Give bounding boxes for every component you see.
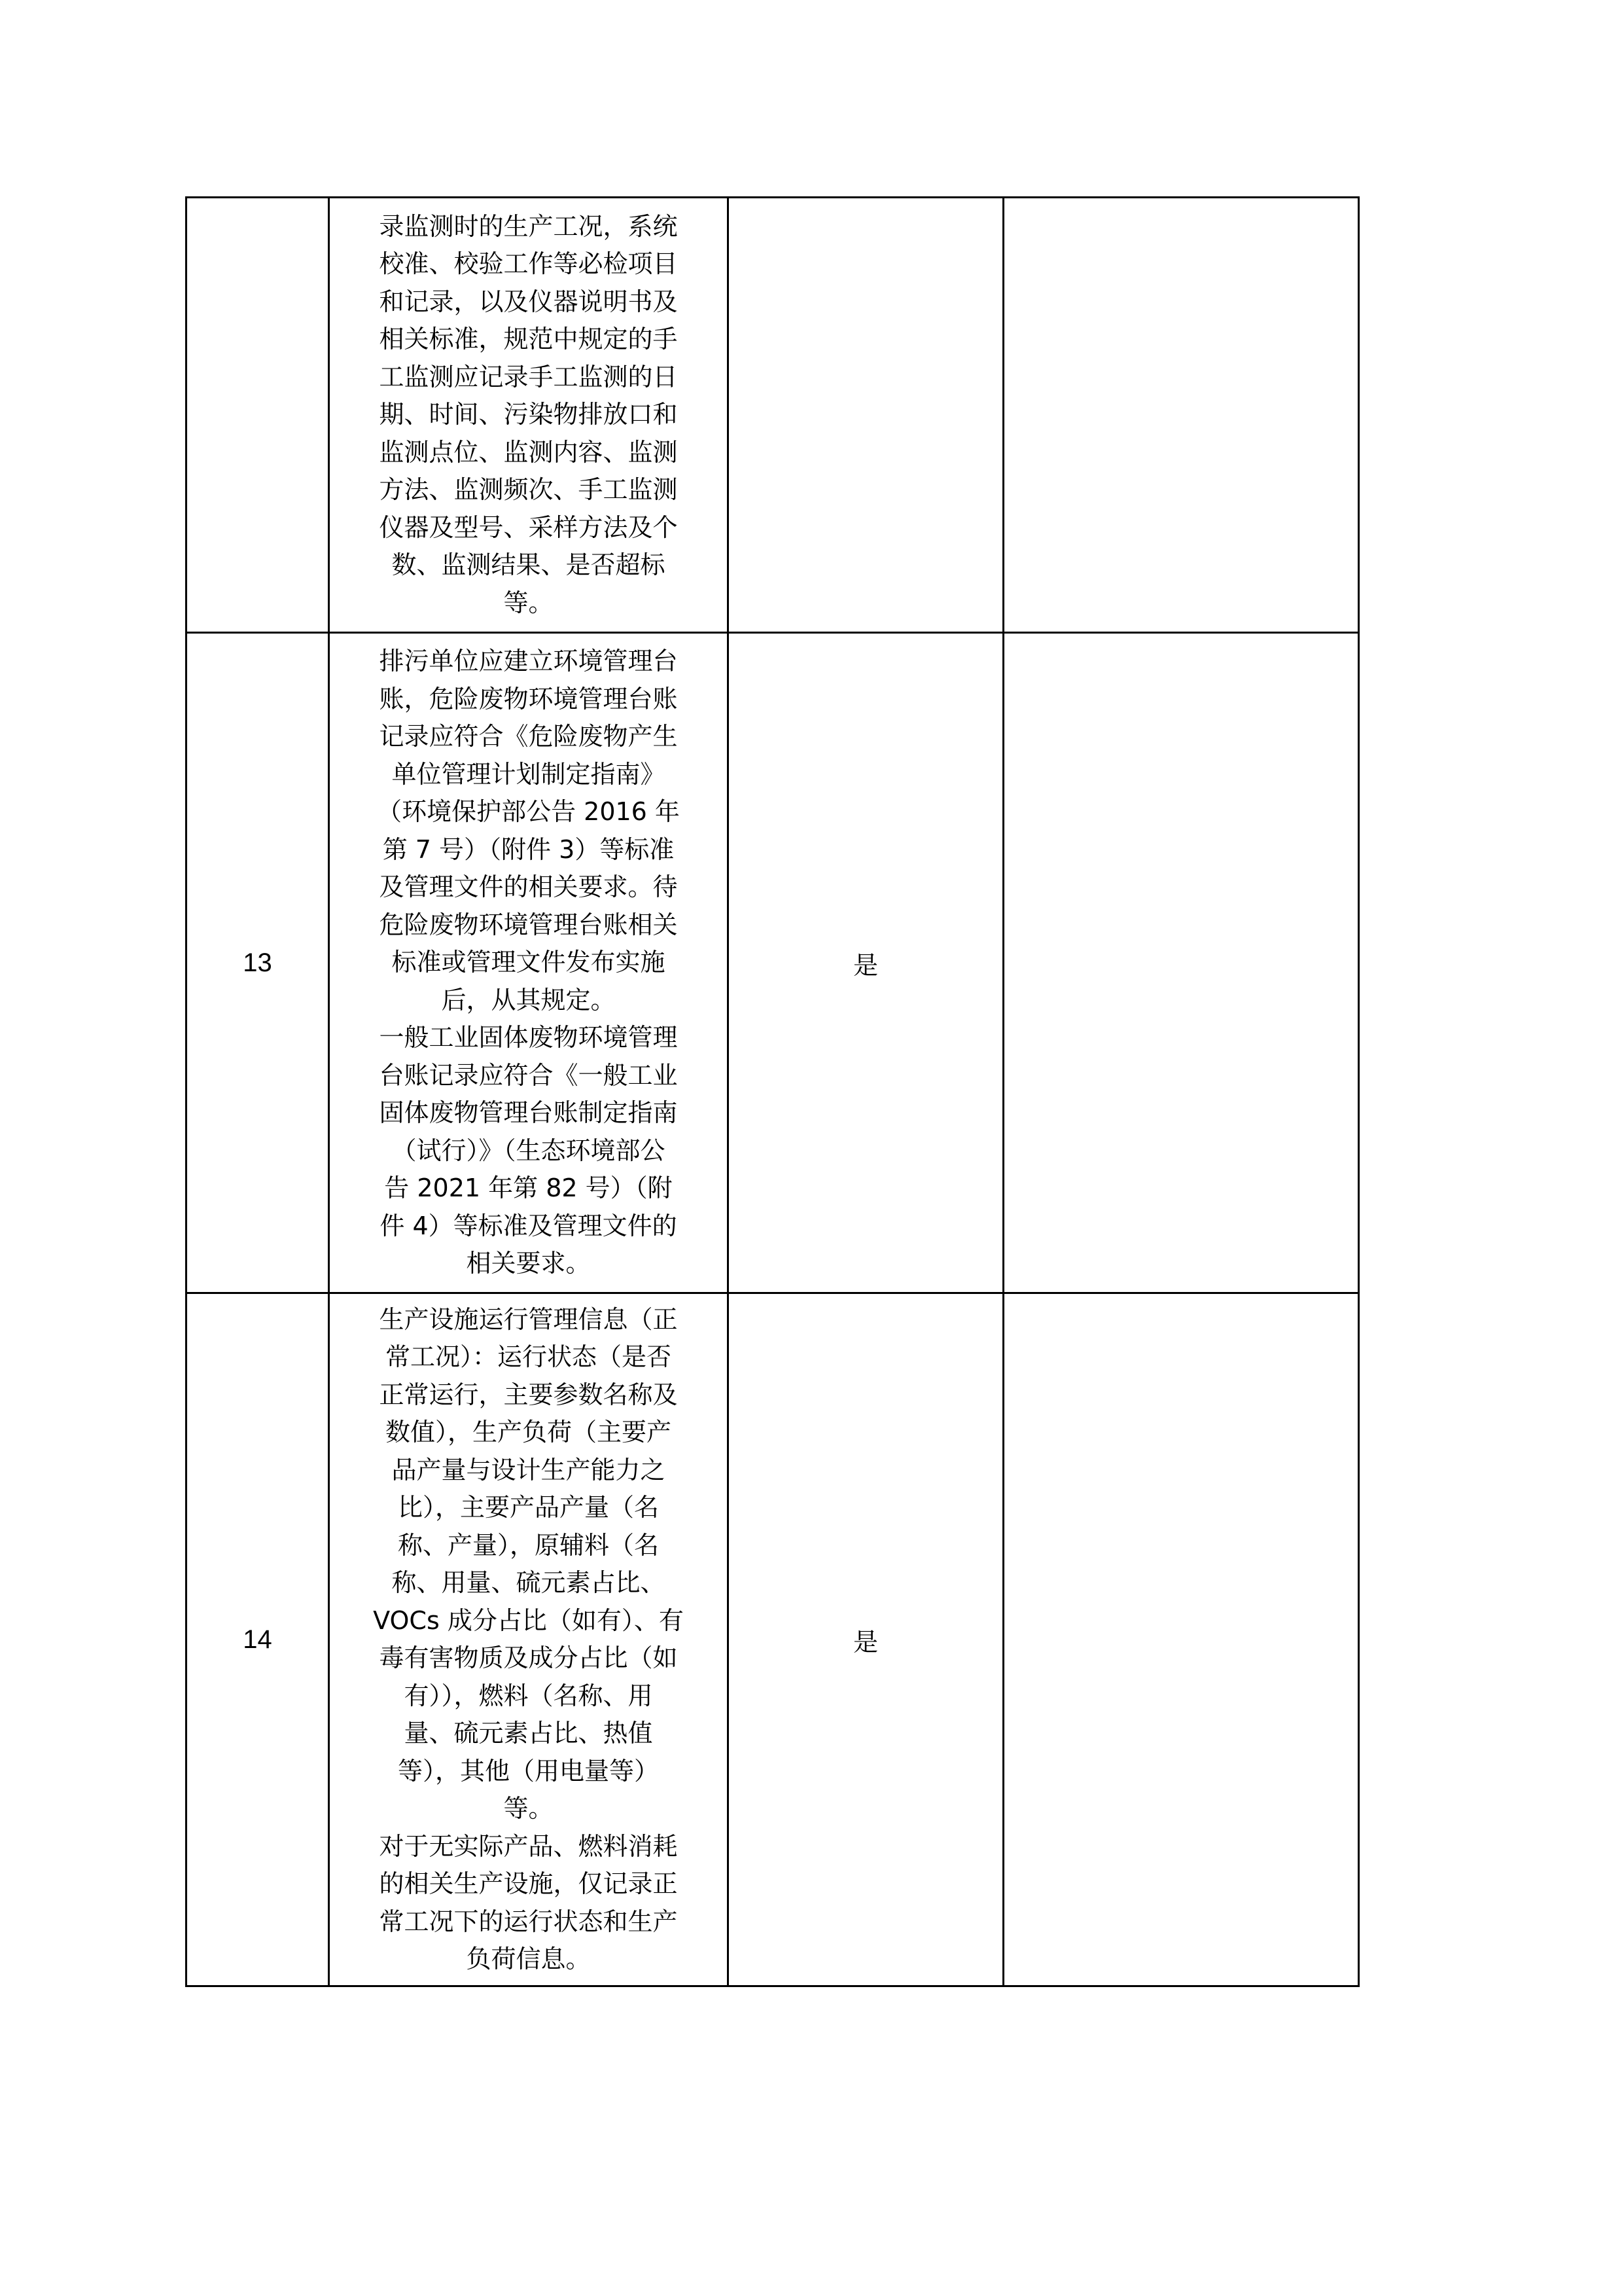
requirement-line: 毒有害物质及成分占比（如 xyxy=(379,1643,678,1672)
requirement-line: 数值），生产负荷（主要产 xyxy=(385,1418,671,1446)
compliance-status-cell xyxy=(728,198,1004,633)
row-number-cell: 14 xyxy=(186,1293,329,1986)
requirement-line: 期、时间、污染物排放口和 xyxy=(379,400,678,429)
requirement-line: 生产设施运行管理信息（正 xyxy=(379,1304,678,1334)
requirement-line: 比），主要产品产量（名 xyxy=(397,1493,659,1522)
requirement-line: 一般工业固体废物环境管理 xyxy=(379,1023,678,1052)
requirement-line: VOCs 成分占比（如有）、有 xyxy=(373,1605,684,1635)
requirement-cell xyxy=(329,198,728,633)
row-number-cell: 13 xyxy=(186,633,329,1293)
requirement-line: 量、硫元素占比、热值 xyxy=(404,1719,653,1748)
requirement-line: 相关标准，规范中规定的手 xyxy=(379,325,678,354)
requirement-line: 数、监测结果、是否超标 xyxy=(391,550,665,580)
compliance-status-cell: 是 xyxy=(728,633,1004,1293)
requirement-line: 工监测应记录手工监测的日 xyxy=(379,362,678,391)
requirement-line: 监测点位、监测内容、监测 xyxy=(379,437,678,467)
row-number-cell xyxy=(186,198,329,633)
requirement-cell xyxy=(329,633,728,1293)
requirement-cell xyxy=(329,1293,728,1986)
requirement-line: 负荷信息。 xyxy=(466,1945,591,1973)
requirement-line: 标准或管理文件发布实施 xyxy=(391,948,665,977)
requirement-line: （试行）》（生态环境部公 xyxy=(391,1136,665,1165)
requirement-line: 件 4）等标准及管理文件的 xyxy=(380,1211,677,1240)
requirement-line: 正常运行，主要参数名称及 xyxy=(379,1380,678,1409)
remark-cell xyxy=(1004,633,1359,1293)
requirement-line: 后，从其规定。 xyxy=(441,985,616,1014)
requirement-line: 校准、校验工作等必检项目 xyxy=(379,249,678,279)
requirement-line: 称、产量），原辅料（名 xyxy=(397,1530,659,1560)
requirement-line: 和记录，以及仪器说明书及 xyxy=(379,287,678,316)
requirement-line: 记录应符合《危险废物产生 xyxy=(379,722,678,751)
requirement-line: 告 2021 年第 82 号）（附 xyxy=(384,1174,673,1203)
requirement-line: 仪器及型号、采样方法及个 xyxy=(379,512,678,542)
table-body xyxy=(186,198,1359,1986)
requirement-line: 相关要求。 xyxy=(466,1249,591,1278)
requirement-line: 等），其他（用电量等） xyxy=(397,1756,659,1785)
requirement-line: 及管理文件的相关要求。待 xyxy=(379,872,678,902)
requirement-line: 固体废物管理台账制定指南 xyxy=(379,1098,678,1128)
requirement-line: 录监测时的生产工况，系统 xyxy=(379,211,678,241)
requirement-line: 单位管理计划制定指南》 xyxy=(391,759,665,789)
compliance-status-cell: 是 xyxy=(728,1293,1004,1986)
requirement-line: 有）），燃料（名称、用 xyxy=(404,1681,653,1710)
requirement-line: （环境保护部公告 2016 年 xyxy=(377,797,680,827)
requirements-table xyxy=(185,196,1360,1987)
requirement-line: 排污单位应建立环境管理台 xyxy=(379,647,678,676)
requirement-line: 方法、监测频次、手工监测 xyxy=(379,475,678,505)
table-row xyxy=(186,198,1359,633)
table-row xyxy=(186,1293,1359,1986)
table-row xyxy=(186,633,1359,1293)
requirement-line: 品产量与设计生产能力之 xyxy=(391,1455,665,1484)
remark-cell xyxy=(1004,198,1359,633)
requirement-line: 常工况）：运行状态（是否 xyxy=(385,1342,671,1371)
requirement-line: 的相关生产设施，仅记录正 xyxy=(379,1869,678,1898)
requirement-line: 台账记录应符合《一般工业 xyxy=(379,1060,678,1090)
requirement-line: 第 7 号）（附件 3）等标准 xyxy=(382,834,675,864)
remark-cell xyxy=(1004,1293,1359,1986)
requirement-line: 常工况下的运行状态和生产 xyxy=(379,1907,678,1936)
requirement-line: 账，危险废物环境管理台账 xyxy=(379,684,678,713)
requirement-line: 等。 xyxy=(503,588,554,617)
requirement-line: 等。 xyxy=(503,1794,554,1823)
requirement-line: 对于无实际产品、燃料消耗 xyxy=(379,1831,678,1861)
requirement-line: 危险废物环境管理台账相关 xyxy=(379,910,678,939)
requirement-line: 称、用量、硫元素占比、 xyxy=(391,1568,665,1597)
